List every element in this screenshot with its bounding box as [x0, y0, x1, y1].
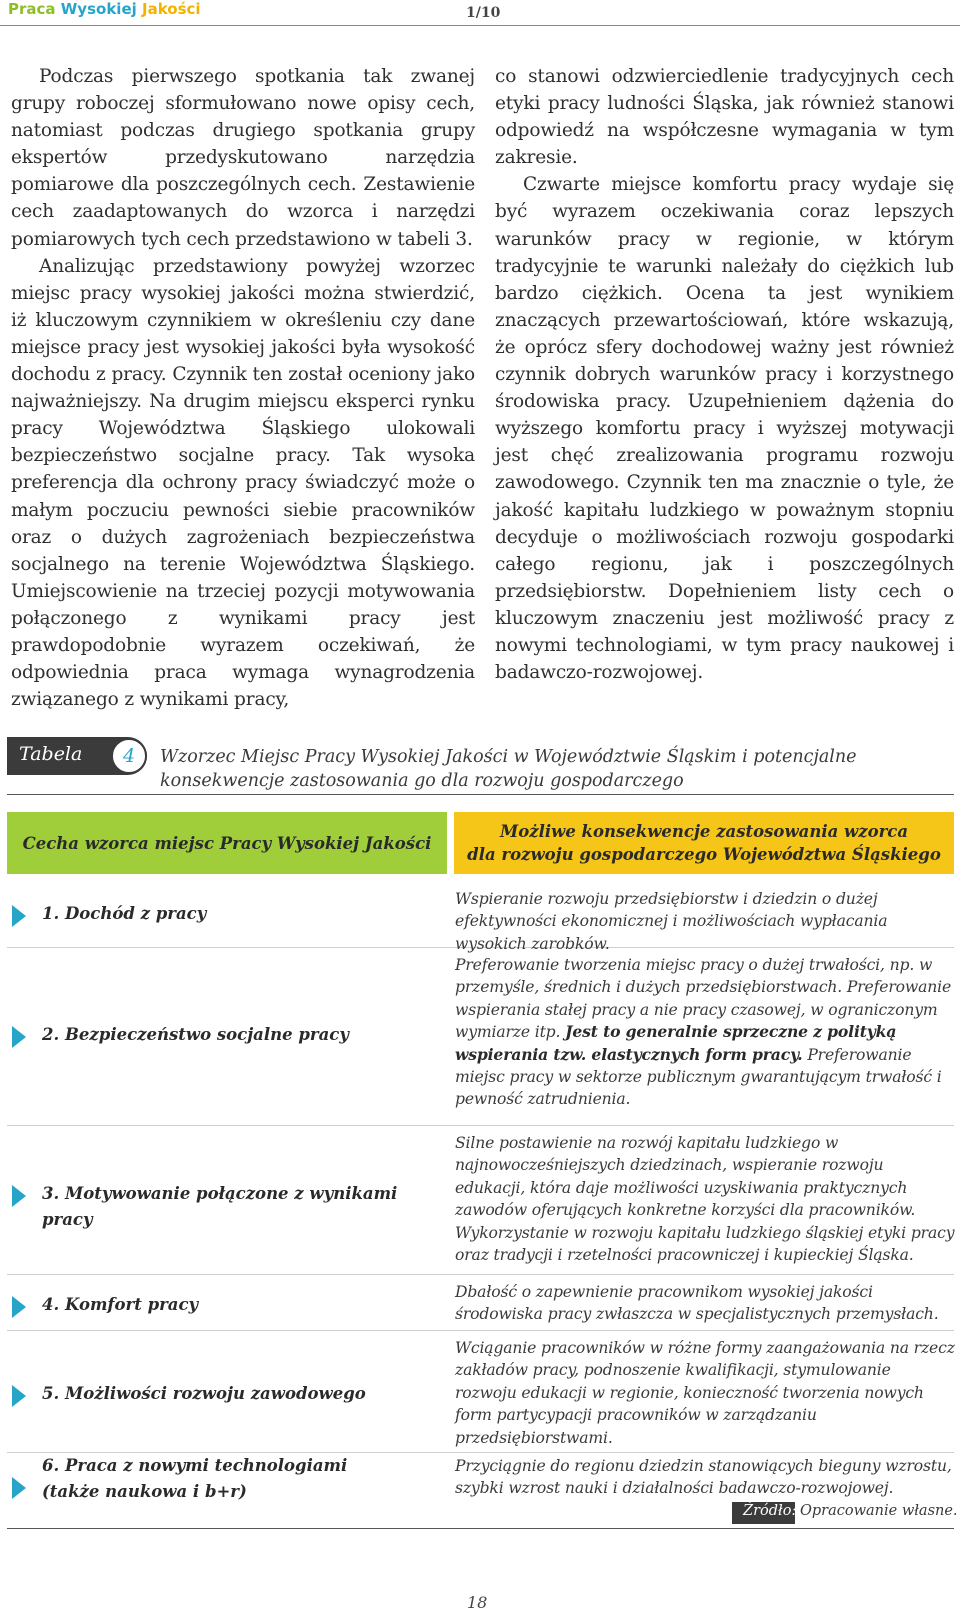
- page-counter: 1/10: [466, 5, 501, 21]
- row-feature: 6. Praca z nowymi technologiami (także naukowa i b+r): [42, 1456, 348, 1501]
- row-consequence: Silne postawienie na rozwój kapitału ludzkiego w najnowocześniejszych dziedzinach, wspieranie rozwoju edukacji, która daje możliwości uzyskiwania praktycznych zawodów oferujących konkretne korzyści dla pracowników. Wykorzystanie w rozwoju kapitału ludzkiego śląskiej etyki pracy oraz tradycji i rzetelności pracowniczej i kupieckiej Śląska.: [455, 1134, 955, 1265]
- row-consequence: Preferowanie tworzenia miejsc pracy o dużej trwałości, np. w przemyśle, średnich i dużych przedsiębiorstwach. Preferowanie wspierania stałej pracy a nie pracy czasowej, w ograniczonym wymiarze itp. Jest to generalnie sprzeczne z polityką wspierania tzw. elastycznych form pracy. Preferowanie miejsc pracy w sektorze publicznym gwarantującym trwałość i pewność zatrudnienia.: [455, 956, 952, 1109]
- row-consequence: Dbałość o zapewnienie pracownikom wysokiej jakości środowiska pracy zwłaszcza w specjalistycznych przemysłach.: [455, 1283, 939, 1324]
- brand-word-praca: Praca: [8, 0, 56, 18]
- table-header-feature: [7, 812, 447, 874]
- row-feature: 1. Dochód z pracy: [42, 904, 207, 923]
- table-label: Tabela: [19, 743, 83, 765]
- table-header-consequence: [454, 812, 954, 874]
- table-bottom-divider: [7, 1528, 954, 1529]
- row-consequence: Wciąganie pracowników w różne formy zaangażowania na rzecz zakładów pracy, podnoszenie kwalifikacji, stymulowanie rozwoju edukacji w regionie, konieczność tworzenia nowych form partycypacji pracowników w zarządzaniu przedsiębiorstwami.: [455, 1339, 955, 1447]
- arrow-bullet-icon: [12, 1477, 26, 1499]
- row-consequence: Wspieranie rozwoju przedsiębiorstw i dziedzin o dużej efektywności ekonomicznej i możliwościach wypłacania wysokich zarobków.: [455, 890, 888, 953]
- row-feature: 3. Motywowanie połączone z wynikami pracy: [42, 1184, 398, 1229]
- body-column-left: [11, 63, 475, 713]
- table-number: 4: [122, 745, 136, 767]
- table-row: [7, 1275, 954, 1331]
- page-number: 18: [467, 1593, 488, 1612]
- table-row: [7, 1126, 954, 1275]
- row-feature: 4. Komfort pracy: [42, 1295, 199, 1314]
- paragraph: Analizując przedstawiony powyżej wzorzec miejsc pracy wysokiej jakości można stwierdzić, iż kluczowym czynnikiem w określeniu czy dane miejsce pracy jest wysokiej jakości była wysokość dochodu z pracy. Czynnik ten został oceniony jako najważniejszy. Na drugim miejscu eksperci rynku pracy Województwa Śląskiego ulokowali bezpieczeństwo socjalne pracy. Tak wysoka preferencja dla ochrony pracy świadczyć może o małym poczuciu pewności siebie pracowników oraz o dużych zagrożeniach bezpieczeństwa socjalnego na terenie Województwa Śląskiego. Umiejscowienie na trzeciej pozycji motywowania połączonego z wynikami pracy jest prawdopodobnie wyrazem oczekiwań, że odpowiednia praca wymaga wynagrodzenia związanego z wynikami pracy,: [11, 255, 475, 711]
- table-title: Wzorzec Miejsc Pracy Wysokiej Jakości w Województwie Śląskim i potencjalne konsekwencje zastosowania go dla rozwoju gospodarczego: [160, 747, 857, 791]
- arrow-bullet-icon: [12, 905, 26, 927]
- table-row: [7, 1453, 954, 1503]
- table-row: [7, 1331, 954, 1453]
- table-row: [7, 948, 954, 1126]
- row-feature: 2. Bezpieczeństwo socjalne pracy: [42, 1025, 349, 1044]
- table-row: [7, 882, 954, 953]
- paragraph: Podczas pierwszego spotkania tak zwanej grupy roboczej sformułowano nowe opisy cech, natomiast podczas drugiego spotkania grupy ekspertów przedyskutowano narzędzia pomiarowe dla poszczególnych cech. Zestawienie cech zaadaptowanych do wzorca i narzędzi pomiarowych tych cech przedstawiono w tabeli 3.: [11, 66, 475, 250]
- body-column-right: [495, 63, 954, 686]
- arrow-bullet-icon: [12, 1026, 26, 1048]
- source-value: Opracowanie własne.: [800, 1503, 958, 1519]
- brand-word-jakosci: Jakości: [142, 0, 201, 18]
- paragraph: co stanowi odzwierciedlenie tradycyjnych cech etyki pracy ludności Śląska, jak również stanowi odpowiedź na współczesne wymagania w tym zakresie.: [495, 66, 954, 169]
- row-consequence: Przyciągnie do regionu dziedzin stanowiących bieguny wzrostu, szybki wzrost nauki i działalności badawczo-rozwojowej.: [455, 1457, 952, 1498]
- arrow-bullet-icon: [12, 1185, 26, 1207]
- header-divider: [0, 25, 960, 26]
- table-header-consequence-label: Możliwe konsekwencje zastosowania wzorca dla rozwoju gospodarczego Województwa Śląskiego: [467, 822, 941, 864]
- caption-divider: [7, 794, 954, 795]
- table-label-badge: [7, 737, 147, 775]
- header-brand: [8, 0, 201, 18]
- emphasis-text: Jest to generalnie sprzeczne z polityką wspierania tzw. elastycznych form pracy.: [455, 1022, 897, 1064]
- source-label: Źródło:: [743, 1503, 797, 1519]
- brand-word-wysokiej: Wysokiej: [60, 0, 137, 18]
- arrow-bullet-icon: [12, 1296, 26, 1318]
- table-number-circle: [111, 738, 147, 774]
- row-feature: 5. Możliwości rozwoju zawodowego: [42, 1384, 366, 1403]
- paragraph: Czwarte miejsce komfortu pracy wydaje się być wyrazem oczekiwania coraz lepszych warunków pracy w regionie, w którym tradycyjnie te warunki należały do ciężkich lub bardzo ciężkich. Ocena ta jest wynikiem znaczących przewartościowań, które wskazują, że oprócz sfery dochodowej ważny jest również czynnik dobrych warunków pracy i korzystnego środowiska pracy. Uzupełnieniem dążenia do wyższego komfortu pracy i wyższej motywacji jest chęć zrealizowania programu rozwoju zawodowego. Czynnik ten ma znacznie o tyle, że jakość kapitału ludzkiego w poważnym stopniu decyduje o możliwościach rozwoju gospodarki całego regionu, jak i poszczególnych przedsiębiorstw. Dopełnieniem listy cech o kluczowym znaczeniu jest możliwość pracy z nowymi technologiami, w tym pracy naukowej i badawczo-rozwojowej.: [495, 174, 954, 684]
- arrow-bullet-icon: [12, 1385, 26, 1407]
- table-header-feature-label: Cecha wzorca miejsc Pracy Wysokiej Jakości: [22, 833, 432, 853]
